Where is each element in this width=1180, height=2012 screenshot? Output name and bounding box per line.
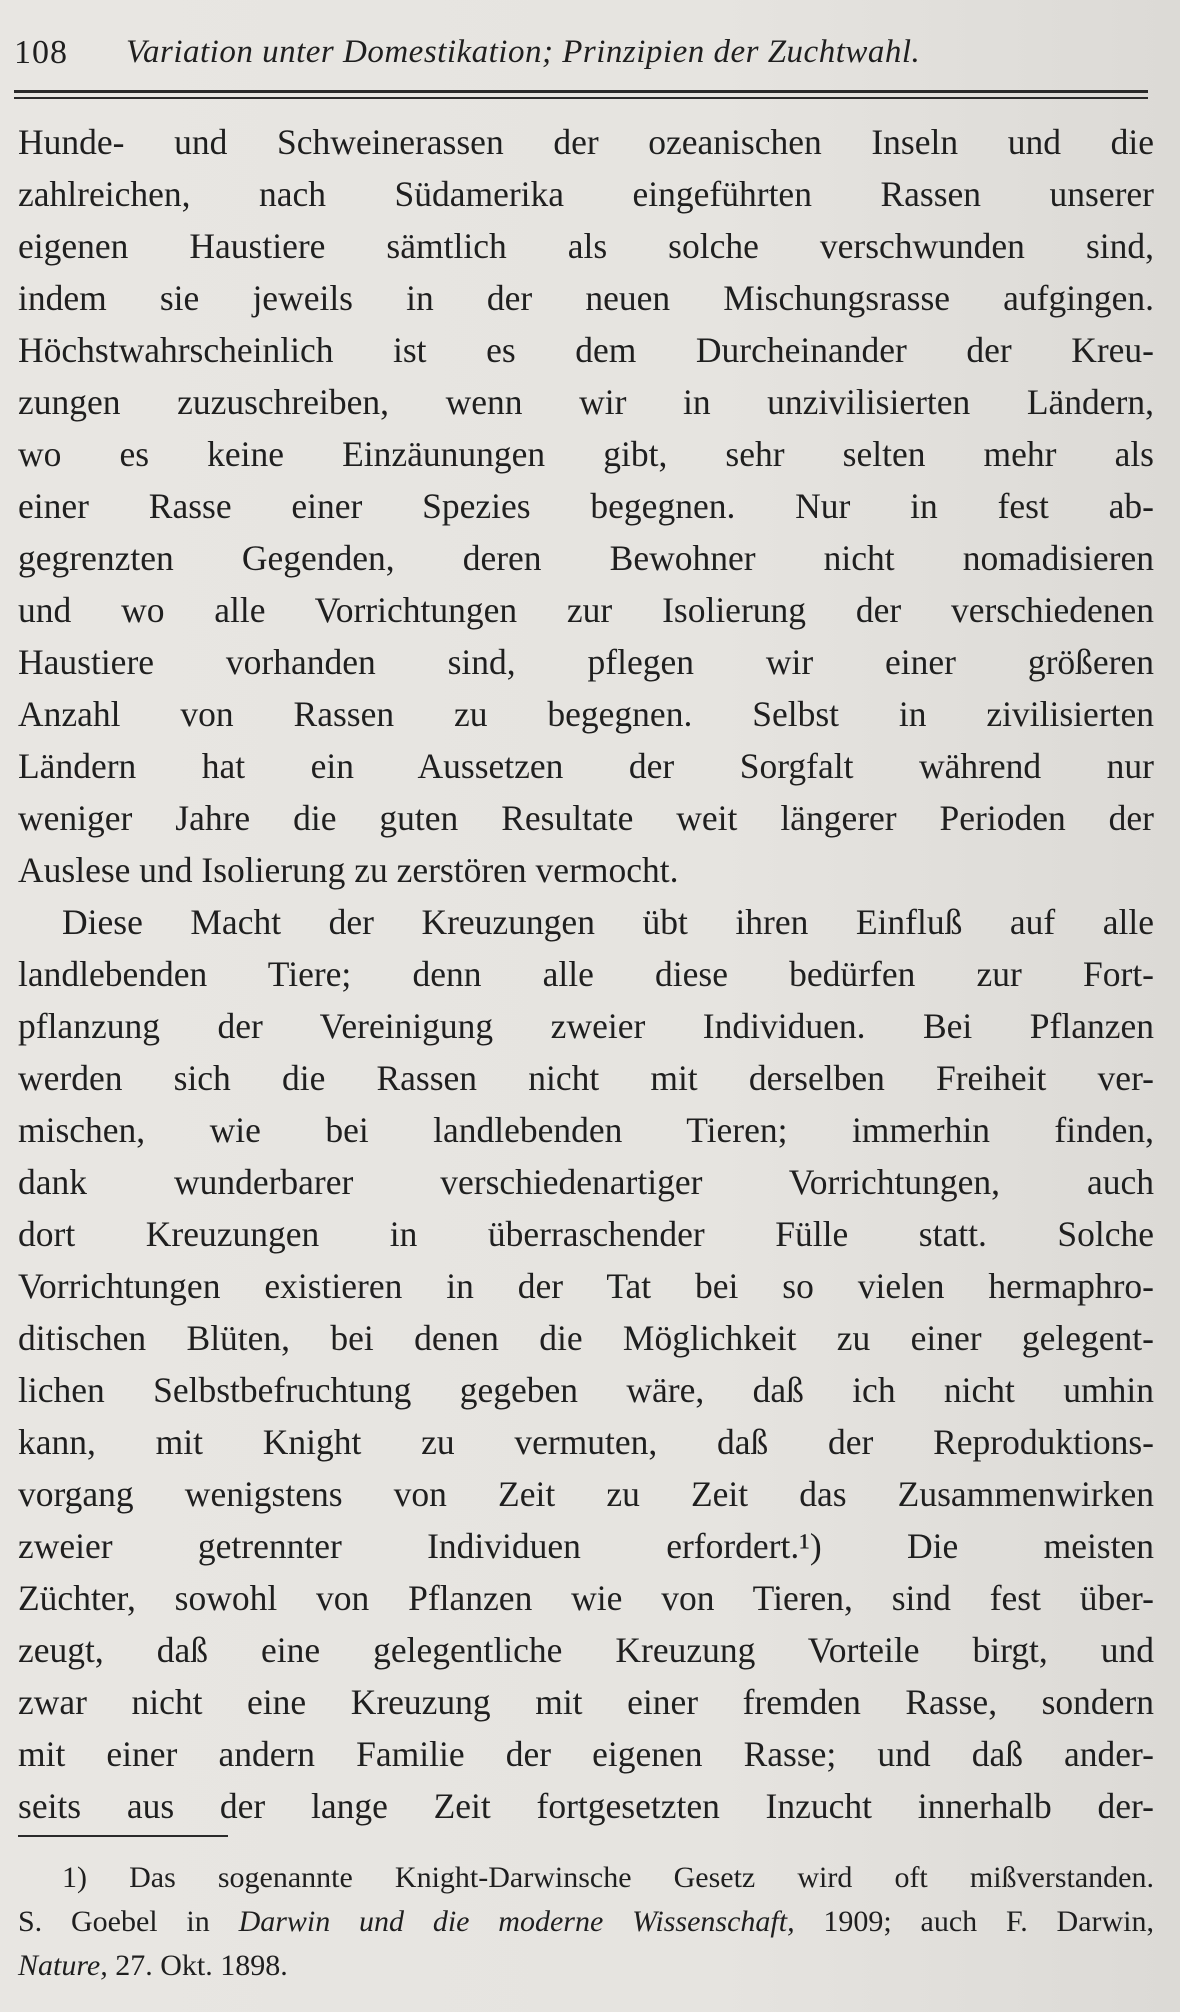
text-line: dank wunderbarer verschiedenartiger Vorrichtungen, auch <box>18 1162 1154 1202</box>
text-line: kann, mit Knight zu vermuten, daß der Reproduktions- <box>18 1422 1154 1462</box>
text-line: lichen Selbstbefruchtung gegeben wäre, daß ich nicht umhin <box>18 1370 1154 1410</box>
text-line: Ländern hat ein Aussetzen der Sorgfalt während nur <box>18 746 1154 786</box>
text-line: dort Kreuzungen in überraschender Fülle statt. Solche <box>18 1214 1154 1254</box>
paragraph-start-line: Diese Macht der Kreuzungen übt ihren Einfluß auf alle <box>62 902 1154 942</box>
footnote-line <box>18 1944 1154 1988</box>
text-line: zungen zuzuschreiben, wenn wir in unzivilisierten Ländern, <box>18 382 1154 422</box>
text-line: und wo alle Vorrichtungen zur Isolierung der verschiedenen <box>18 590 1154 630</box>
text-line: weniger Jahre die guten Resultate weit längerer Perioden der <box>18 798 1154 838</box>
text-line: gegrenzten Gegenden, deren Bewohner nicht nomadisieren <box>18 538 1154 578</box>
text-line: zwar nicht eine Kreuzung mit einer fremden Rasse, sondern <box>18 1682 1154 1722</box>
header-rule <box>14 90 1148 93</box>
text-line: Anzahl von Rassen zu begegnen. Selbst in zivilisierten <box>18 694 1154 734</box>
text-line: mischen, wie bei landlebenden Tieren; immerhin finden, <box>18 1110 1154 1150</box>
footnote-text: S. Goebel in <box>18 1905 239 1938</box>
footnote-text: 1909; auch F. Darwin, <box>794 1905 1155 1938</box>
body-text <box>18 116 1154 1832</box>
text-line: mit einer andern Familie der eigenen Rasse; und daß ander- <box>18 1734 1154 1774</box>
text-line: zahlreichen, nach Südamerika eingeführten Rassen unserer <box>18 174 1154 214</box>
running-head: Variation unter Domestikation; Prinzipien der Zuchtwahl. <box>126 34 921 70</box>
text-line: ditischen Blüten, bei denen die Möglichkeit zu einer gelegent- <box>18 1318 1154 1358</box>
text-line: Auslese und Isolierung zu zerstören vermocht. <box>18 850 679 890</box>
footnote-text: 27. Okt. 1898. <box>107 1949 288 1982</box>
footnote-rule <box>18 1835 228 1837</box>
footnote-line: 1) Das sogenannte Knight-Darwinsche Gesetz wird oft mißverstanden. <box>62 1861 1154 1894</box>
footnote-journal-title: Nature, <box>18 1949 108 1982</box>
text-line: einer Rasse einer Spezies begegnen. Nur in fest ab- <box>18 486 1154 526</box>
text-line: werden sich die Rassen nicht mit derselben Freiheit ver- <box>18 1058 1154 1098</box>
text-line: Hunde- und Schweinerassen der ozeanischen Inseln und die <box>18 122 1154 162</box>
text-line: seits aus der lange Zeit fortgesetzten Inzucht innerhalb der- <box>18 1786 1154 1826</box>
page-number: 108 <box>14 34 68 71</box>
text-line: Höchstwahrscheinlich ist es dem Durcheinander der Kreu- <box>18 330 1154 370</box>
header-rule-secondary <box>14 97 1148 99</box>
footnote-book-title: Darwin und die moderne Wissenschaft, <box>238 1905 795 1938</box>
text-line: Haustiere vorhanden sind, pflegen wir einer größeren <box>18 642 1154 682</box>
page-header <box>14 28 1154 88</box>
text-line: indem sie jeweils in der neuen Mischungsrasse aufgingen. <box>18 278 1154 318</box>
text-line: pflanzung der Vereinigung zweier Individuen. Bei Pflanzen <box>18 1006 1154 1046</box>
text-line: Züchter, sowohl von Pflanzen wie von Tieren, sind fest über- <box>18 1578 1154 1618</box>
text-line: landlebenden Tiere; denn alle diese bedürfen zur Fort- <box>18 954 1154 994</box>
text-line: zweier getrennter Individuen erfordert.¹) Die meisten <box>18 1526 1154 1566</box>
text-line: zeugt, daß eine gelegentliche Kreuzung Vorteile birgt, und <box>18 1630 1154 1670</box>
text-line: eigenen Haustiere sämtlich als solche verschwunden sind, <box>18 226 1154 266</box>
footnote <box>18 1856 1154 1988</box>
footnote-line <box>18 1900 1154 1944</box>
text-line: vorgang wenigstens von Zeit zu Zeit das Zusammenwirken <box>18 1474 1154 1514</box>
text-line: wo es keine Einzäunungen gibt, sehr selten mehr als <box>18 434 1154 474</box>
text-line: Vorrichtungen existieren in der Tat bei so vielen hermaphro- <box>18 1266 1154 1306</box>
